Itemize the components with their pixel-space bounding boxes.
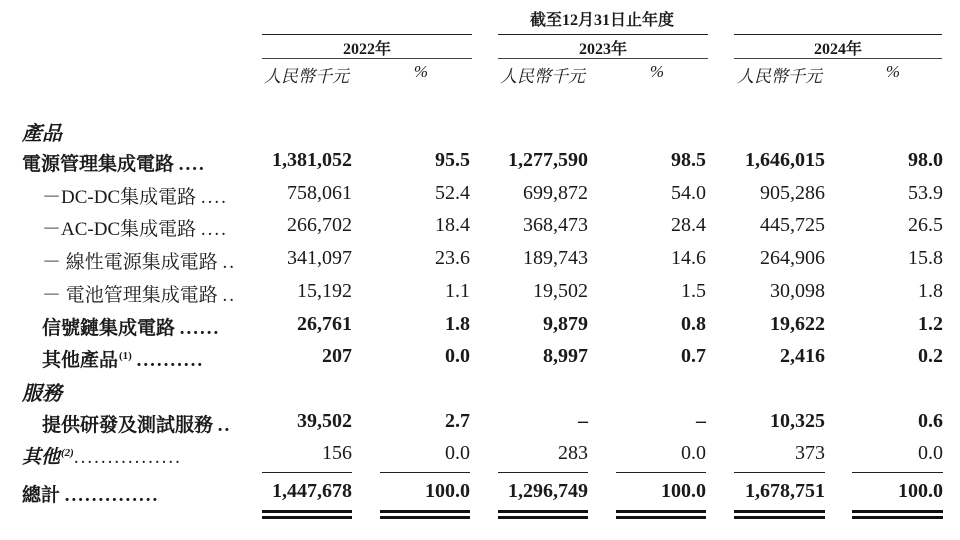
value-2023-pct: 28.4 bbox=[671, 214, 706, 236]
header-rule-2022 bbox=[262, 58, 472, 59]
double-rule bbox=[734, 516, 825, 519]
year-2022: 2022年 bbox=[342, 41, 391, 58]
value-2022-rmb: 758,061 bbox=[287, 182, 352, 204]
value-2023-rmb: 368,473 bbox=[523, 214, 588, 236]
table-row bbox=[0, 313, 960, 345]
value-2023-rmb: 1,296,749 bbox=[508, 480, 588, 502]
value-2023-pct: 0.8 bbox=[681, 313, 706, 335]
value-2024-pct: 15.8 bbox=[908, 247, 943, 269]
double-rule bbox=[380, 516, 470, 519]
value-2023-pct: 0.7 bbox=[681, 345, 706, 367]
value-2022-rmb: 207 bbox=[322, 345, 352, 367]
year-rule-2024 bbox=[734, 34, 942, 35]
value-2023-rmb: – bbox=[578, 410, 588, 432]
value-2024-pct: 0.6 bbox=[918, 410, 943, 432]
value-2024-rmb: 1,646,015 bbox=[745, 149, 825, 171]
year-2024: 2024年 bbox=[813, 41, 862, 58]
value-2024-pct: 100.0 bbox=[898, 480, 943, 502]
unit-label-2024: 人民幣千元 bbox=[737, 67, 822, 86]
double-rule bbox=[498, 516, 588, 519]
value-2022-rmb: 156 bbox=[322, 442, 352, 464]
table-row bbox=[0, 214, 960, 246]
value-2024-rmb: 19,622 bbox=[770, 313, 825, 335]
pct-label-2024: % bbox=[885, 62, 900, 81]
row-label: － 電池管理集成電路 .. bbox=[42, 285, 237, 306]
table-row bbox=[0, 182, 960, 214]
value-2022-pct: 18.4 bbox=[435, 214, 470, 236]
value-2024-rmb: 30,098 bbox=[770, 280, 825, 302]
footnote-marker: (1) bbox=[119, 350, 132, 362]
value-2022-rmb: 1,381,052 bbox=[272, 149, 352, 171]
value-2024-rmb: 445,725 bbox=[760, 214, 825, 236]
table-row bbox=[0, 442, 960, 474]
double-rule bbox=[262, 516, 352, 519]
value-2022-pct: 2.7 bbox=[445, 410, 470, 432]
value-2023-pct: 100.0 bbox=[661, 480, 706, 502]
value-2024-pct: 0.0 bbox=[918, 442, 943, 464]
value-2024-rmb: 1,678,751 bbox=[745, 480, 825, 502]
value-2022-rmb: 26,761 bbox=[297, 313, 352, 335]
unit-label-2022: 人民幣千元 bbox=[264, 67, 349, 86]
value-2024-pct: 26.5 bbox=[908, 214, 943, 236]
table-row bbox=[0, 410, 960, 442]
value-2023-rmb: 8,997 bbox=[543, 345, 588, 367]
section-products: 產品 bbox=[22, 123, 62, 145]
value-2022-pct: 1.1 bbox=[445, 280, 470, 302]
value-2022-pct: 52.4 bbox=[435, 182, 470, 204]
table-row-total bbox=[0, 480, 960, 512]
total-rule bbox=[852, 472, 943, 473]
double-rule bbox=[498, 510, 588, 513]
double-rule bbox=[852, 516, 943, 519]
table-row bbox=[0, 345, 960, 377]
footnote-marker: (2) bbox=[61, 447, 74, 459]
value-2023-pct: 14.6 bbox=[671, 247, 706, 269]
value-2024-pct: 1.8 bbox=[918, 280, 943, 302]
pct-label-2023: % bbox=[649, 62, 664, 81]
value-2022-pct: 0.0 bbox=[445, 345, 470, 367]
value-2023-pct: 0.0 bbox=[681, 442, 706, 464]
row-label: 其他$^{(2)}$................ bbox=[22, 447, 182, 468]
value-2023-pct: 98.5 bbox=[671, 149, 706, 171]
header-rule-2023 bbox=[498, 58, 708, 59]
value-2024-rmb: 10,325 bbox=[770, 410, 825, 432]
period-header: 截至12月31日止年度 bbox=[529, 12, 674, 29]
unit-label-2023: 人民幣千元 bbox=[500, 67, 585, 86]
table-row bbox=[0, 280, 960, 312]
year-2023: 2023年 bbox=[578, 41, 627, 58]
total-rule bbox=[262, 472, 352, 473]
row-label: 電源管理集成電路 .... bbox=[22, 154, 206, 175]
value-2022-pct: 95.5 bbox=[435, 149, 470, 171]
value-2022-pct: 1.8 bbox=[445, 313, 470, 335]
value-2024-rmb: 2,416 bbox=[780, 345, 825, 367]
row-label: 其他產品$^{(1)}$ .......... bbox=[42, 350, 205, 371]
total-rule bbox=[380, 472, 470, 473]
row-label: 總計 .............. bbox=[22, 485, 160, 506]
value-2023-rmb: 699,872 bbox=[523, 182, 588, 204]
value-2023-rmb: 9,879 bbox=[543, 313, 588, 335]
value-2024-pct: 1.2 bbox=[918, 313, 943, 335]
total-rule bbox=[616, 472, 706, 473]
value-2024-pct: 98.0 bbox=[908, 149, 943, 171]
row-label: 信號鏈集成電路 ...... bbox=[42, 318, 221, 339]
section-services: 服務 bbox=[22, 383, 62, 405]
value-2023-rmb: 283 bbox=[558, 442, 588, 464]
pct-label-2022: % bbox=[413, 62, 428, 81]
value-2022-pct: 100.0 bbox=[425, 480, 470, 502]
row-label: － 線性電源集成電路 .. bbox=[42, 252, 237, 273]
value-2023-rmb: 189,743 bbox=[523, 247, 588, 269]
value-2024-rmb: 264,906 bbox=[760, 247, 825, 269]
value-2023-rmb: 1,277,590 bbox=[508, 149, 588, 171]
header-rule-2024 bbox=[734, 58, 942, 59]
value-2022-rmb: 39,502 bbox=[297, 410, 352, 432]
value-2023-rmb: 19,502 bbox=[533, 280, 588, 302]
double-rule bbox=[616, 510, 706, 513]
row-label: －AC-DC集成電路 .... bbox=[42, 219, 228, 240]
value-2024-pct: 0.2 bbox=[918, 345, 943, 367]
double-rule bbox=[380, 510, 470, 513]
value-2022-rmb: 15,192 bbox=[297, 280, 352, 302]
value-2023-pct: 54.0 bbox=[671, 182, 706, 204]
year-rule-2023 bbox=[498, 34, 708, 35]
value-2024-pct: 53.9 bbox=[908, 182, 943, 204]
value-2024-rmb: 373 bbox=[795, 442, 825, 464]
value-2023-pct: 1.5 bbox=[681, 280, 706, 302]
total-rule bbox=[498, 472, 588, 473]
row-label: －DC-DC集成電路 .... bbox=[42, 187, 228, 208]
row-label: 提供研發及測試服務 .. bbox=[42, 415, 232, 436]
table-row bbox=[0, 247, 960, 279]
value-2022-rmb: 1,447,678 bbox=[272, 480, 352, 502]
double-rule bbox=[616, 516, 706, 519]
value-2022-rmb: 341,097 bbox=[287, 247, 352, 269]
table-row bbox=[0, 149, 960, 181]
total-rule bbox=[734, 472, 825, 473]
double-rule bbox=[734, 510, 825, 513]
double-rule bbox=[852, 510, 943, 513]
value-2023-pct: – bbox=[696, 410, 706, 432]
double-rule bbox=[262, 510, 352, 513]
value-2022-pct: 0.0 bbox=[445, 442, 470, 464]
value-2022-pct: 23.6 bbox=[435, 247, 470, 269]
year-rule-2022 bbox=[262, 34, 472, 35]
value-2024-rmb: 905,286 bbox=[760, 182, 825, 204]
value-2022-rmb: 266,702 bbox=[287, 214, 352, 236]
